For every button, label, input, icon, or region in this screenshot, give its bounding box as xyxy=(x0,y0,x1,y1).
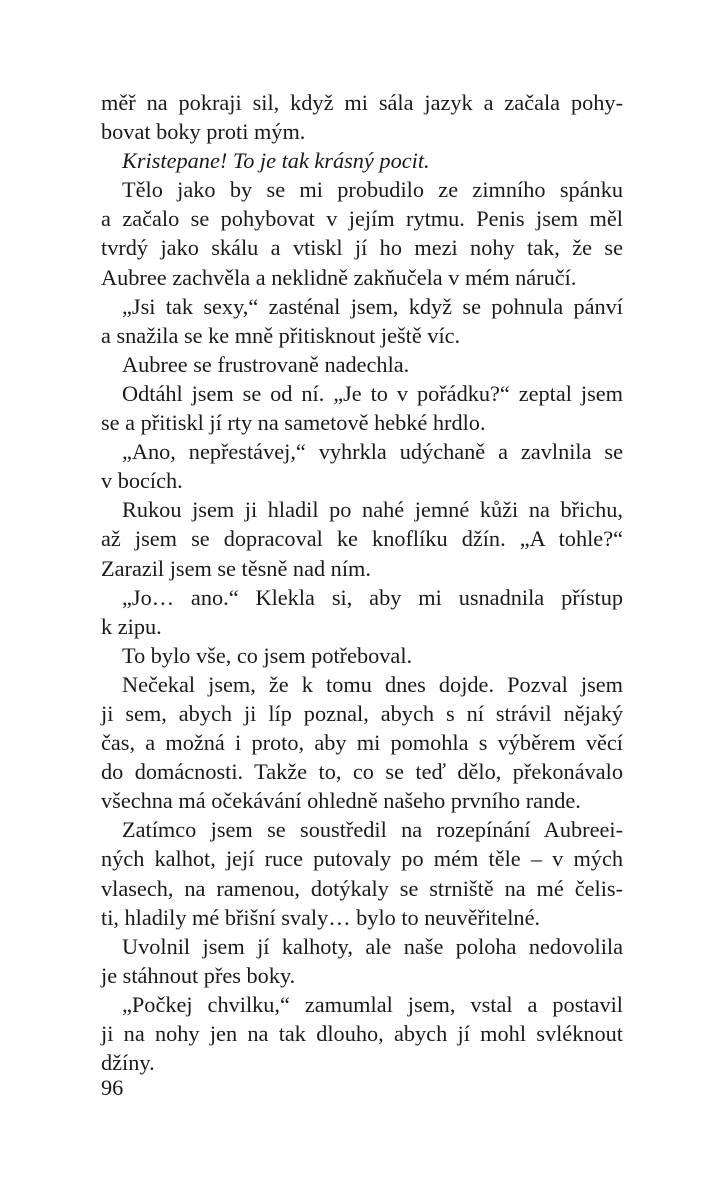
text-line: je stáhnout přes boky. xyxy=(101,962,296,988)
text-line: ji na nohy jen na tak dlouho, abych jí mohl svléknout xyxy=(101,1021,623,1046)
text-line: To bylo vše, co jsem potřeboval. xyxy=(122,642,413,668)
text-line: „Jo… ano.“ Klekla si, aby mi usnadnila přístup xyxy=(122,584,623,610)
text-line: všechna má očekávání ohledně našeho prvního rande. xyxy=(101,788,581,814)
text-line: a začalo se pohybovat v jejím rytmu. Penis jsem měl xyxy=(101,206,623,232)
paragraph xyxy=(101,815,623,931)
text-line: ti, hladily mé břišní svaly… bylo to neuvěřitelné. xyxy=(101,904,541,930)
text-line: a snažila se ke mně přitisknout ještě víc. xyxy=(101,322,461,348)
text-line: Odtáhl jsem se od ní. „Je to v pořádku?“ zeptal jsem xyxy=(122,380,623,406)
paragraph xyxy=(101,437,623,495)
text-line: Kristepane! To je tak krásný pocit. xyxy=(122,148,430,174)
text-line: Nečekal jsem, že k tomu dnes dojde. Pozval jsem xyxy=(122,671,623,697)
text-line: Zarazil jsem se těsně nad ním. xyxy=(101,555,371,581)
text-line: Zatímco jsem se soustředil na rozepínání Aubreei- xyxy=(122,817,623,843)
text-line: bovat boky proti mým. xyxy=(101,119,306,145)
text-line: Tělo jako by se mi probudilo ze zimního spánku xyxy=(122,177,623,203)
text-line: tvrdý jako skálu a vtiskl jí ho mezi nohy tak, že se xyxy=(101,235,623,261)
text-line: do domácnosti. Takže to, co se teď dělo, překonávalo xyxy=(101,759,623,785)
text-line: se a přitiskl jí rty na sametově hebké hrdlo. xyxy=(101,410,486,436)
paragraph xyxy=(101,175,623,291)
text-line: Rukou jsem ji hladil po nahé jemné kůži na břichu, xyxy=(122,497,623,523)
text-line: čas, a možná i proto, aby mi pomohla s výběrem věcí xyxy=(101,730,623,756)
paragraph xyxy=(101,88,623,146)
text-line: vlasech, na ramenou, dotýkaly se strniště na mé čelis- xyxy=(101,875,623,901)
text-line: džíny. xyxy=(101,1050,155,1076)
text-line: až jsem se dopracoval ke knoflíku džín. „A tohle?“ xyxy=(101,526,623,552)
paragraph xyxy=(101,146,623,175)
paragraph xyxy=(101,379,623,437)
text-line: měř na pokraji sil, když mi sála jazyk a začala pohy- xyxy=(101,90,623,115)
text-line: ných kalhot, její ruce putovaly po mém těle – v mých xyxy=(101,846,623,872)
text-line: v bocích. xyxy=(101,468,183,494)
text-line: Aubree se frustrovaně nadechla. xyxy=(122,351,410,377)
text-line: ji sem, abych ji líp poznal, abych s ní strávil nějaký xyxy=(101,700,623,726)
paragraph xyxy=(101,932,623,990)
paragraph xyxy=(101,495,623,582)
text-line: „Ano, nepřestávej,“ vyhrkla udýchaně a zavlnila se xyxy=(122,439,623,465)
body-text xyxy=(101,88,623,1077)
text-line: „Jsi tak sexy,“ zasténal jsem, když se pohnula pánví xyxy=(122,293,623,319)
paragraph xyxy=(101,292,623,350)
text-line: k zipu. xyxy=(101,613,162,639)
paragraph xyxy=(101,641,623,670)
paragraph xyxy=(101,670,623,815)
text-line: Aubree zachvěla a neklidně zakňučela v mém náručí. xyxy=(101,264,577,290)
paragraph xyxy=(101,990,623,1077)
text-line: Uvolnil jsem jí kalhoty, ale naše poloha nedovolila xyxy=(122,933,623,959)
text-line: „Počkej chvilku,“ zamumlal jsem, vstal a postavil xyxy=(122,991,623,1017)
paragraph xyxy=(101,350,623,379)
page-number: 96 xyxy=(101,1075,124,1100)
paragraph xyxy=(101,583,623,641)
